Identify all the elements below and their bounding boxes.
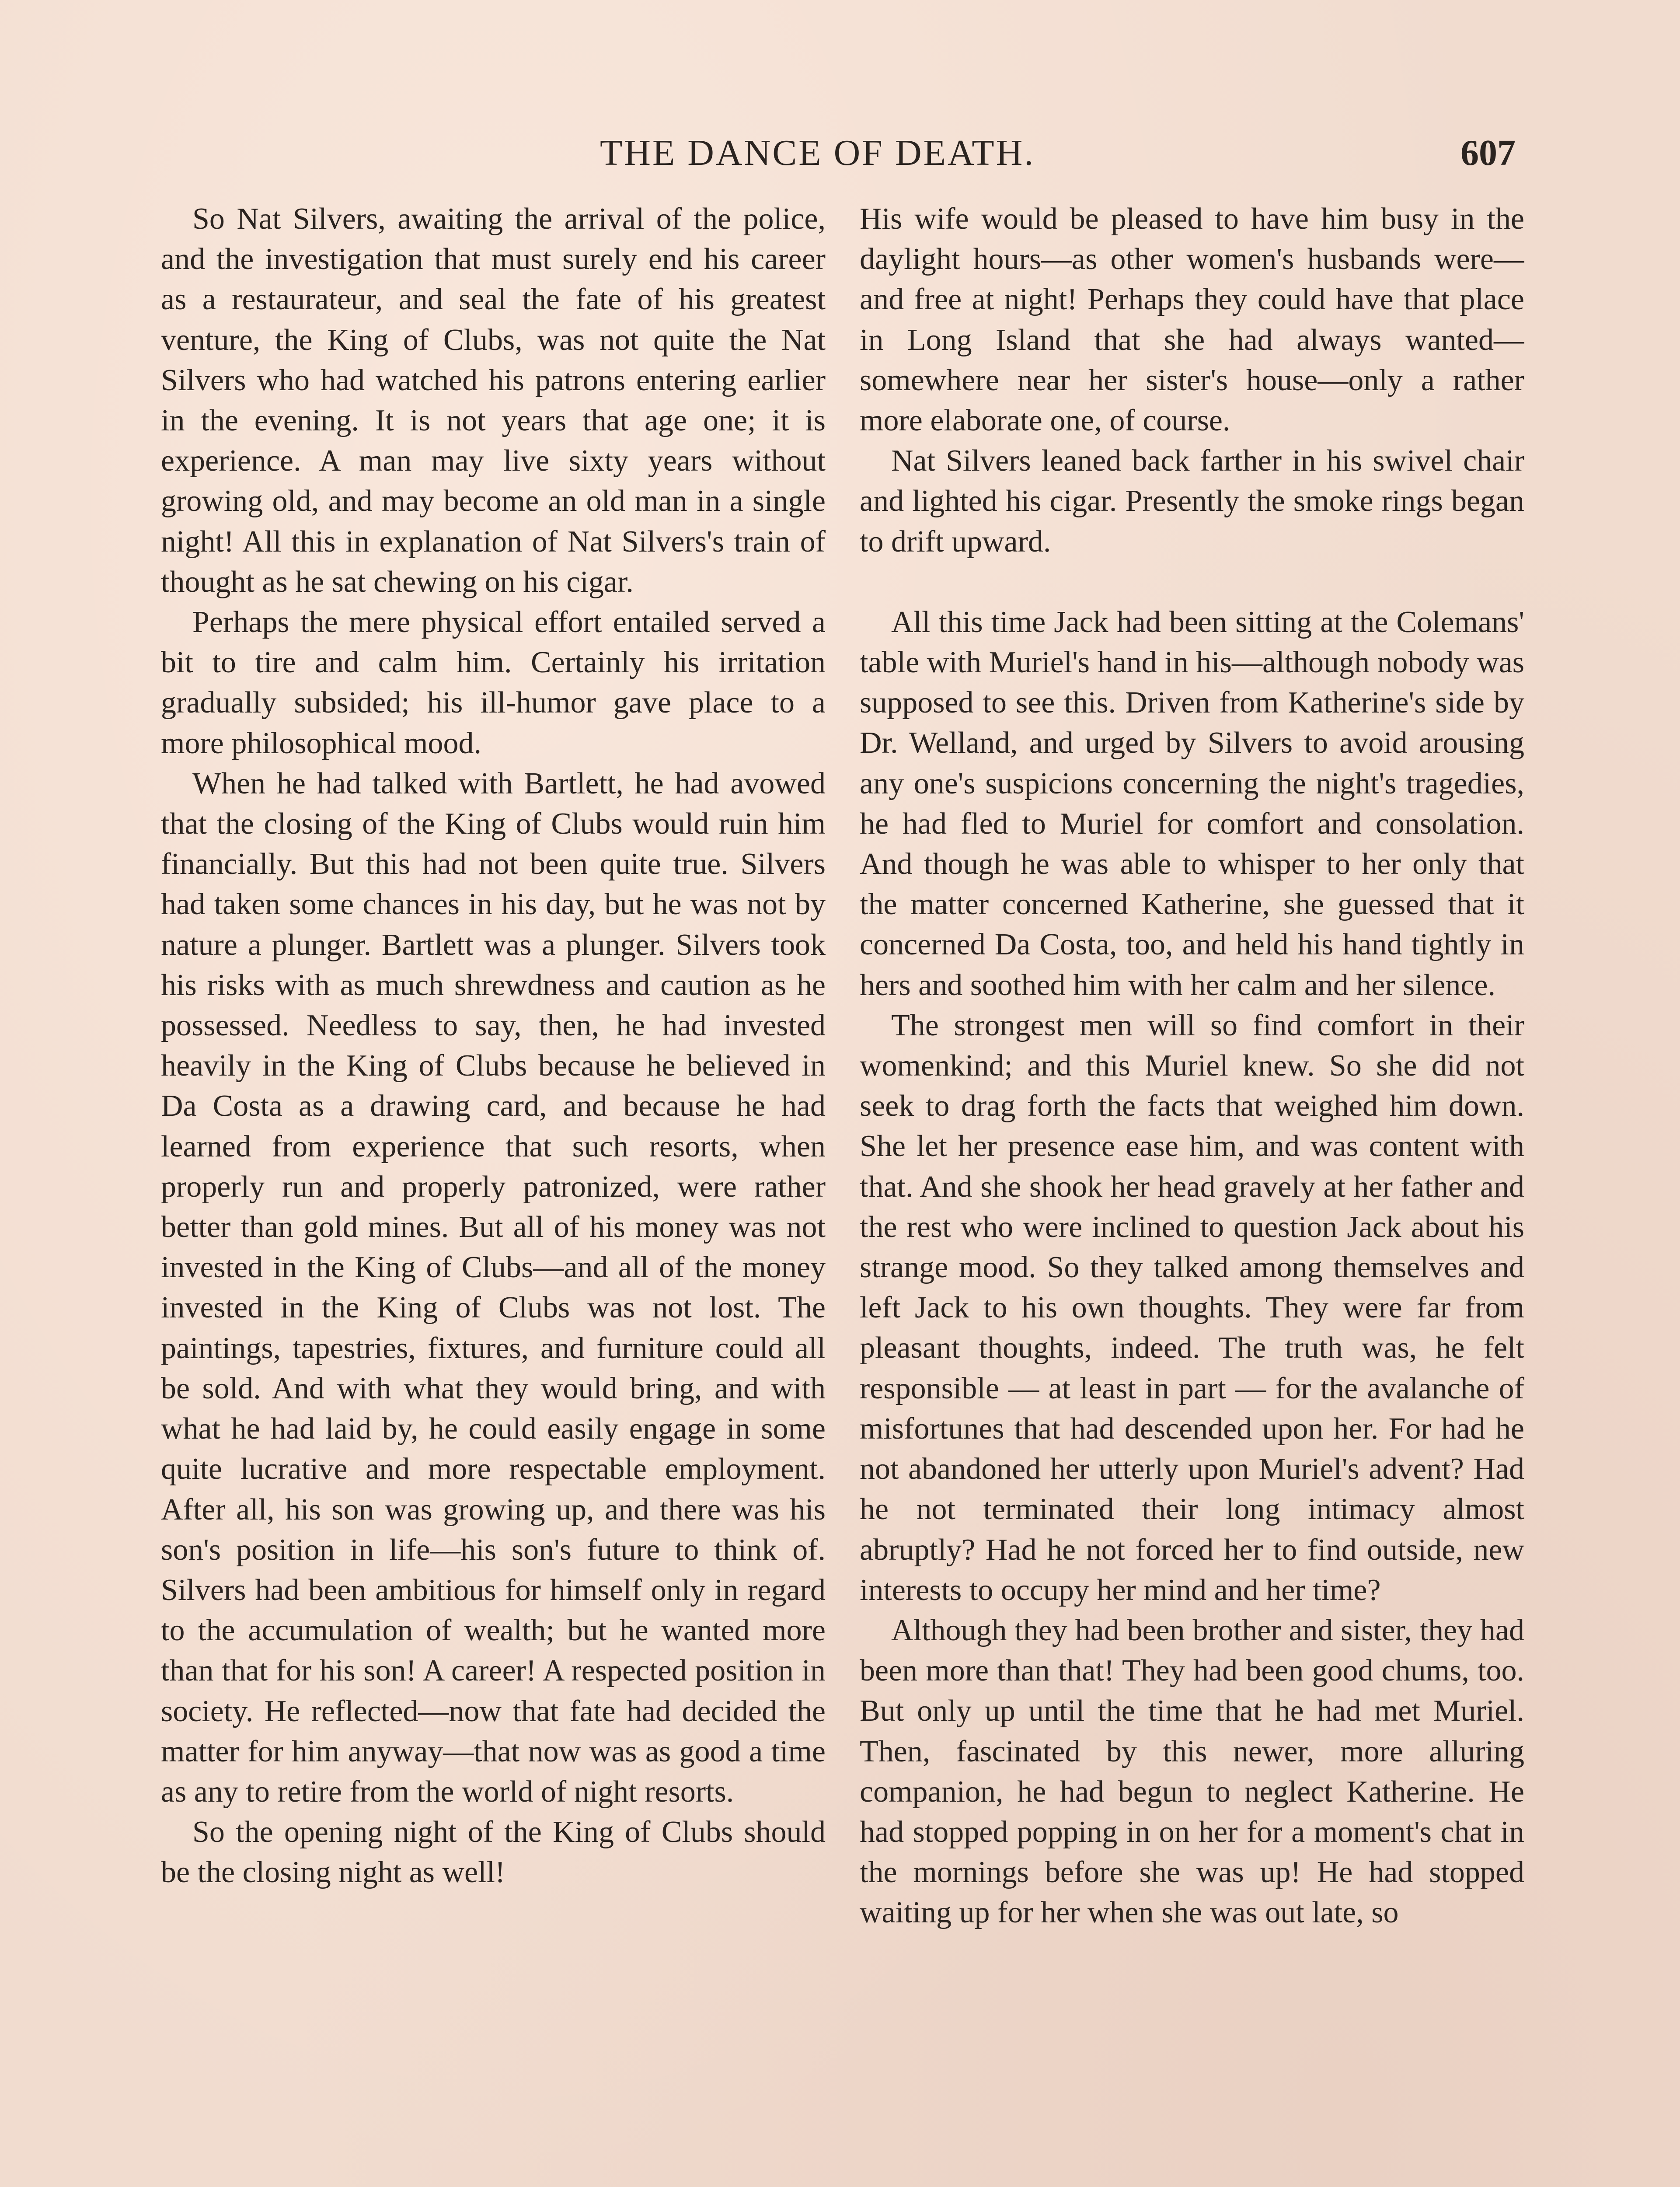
paragraph: Although they had been brother and sister, they had been more than that! They had been good chums, too. But only up until the time that he had met Muriel. Then, fascinated by this newer, more alluring companion, he had begun to neglect Katherine. He had stopped popping in on her for a moment's chat in the mornings before she was up! He had stopped waiting up for her when she was out late, so bbox=[860, 1613, 1524, 1930]
paragraph: So Nat Silvers, awaiting the arrival of the police, and the investigation that must surely end his career as a restaurateur, and seal the fate of his greatest venture, the King of Clubs, was not quite the Nat Silvers who had watched his patrons entering earlier in the evening. It is not years that age one; it is experience. A man may live sixty years without growing old, and may become an old man in a single night! All this in explanation of Nat Silvers's train of thought as he sat chewing on his cigar. bbox=[161, 202, 826, 599]
running-title: THE DANCE OF DEATH. bbox=[600, 133, 1035, 173]
paragraph: The strongest men will so find comfort in their womenkind; and this Muriel knew. So she did not seek to drag forth the facts that weighed him down. She let her presence ease him, and was content with that. And she shook her head gravely at her father and the rest who were inclined to question Jack about his strange mood. So they talked among themselves and left Jack to his own thoughts. They were far from pleasant thoughts, indeed. The truth was, he felt responsible — at least in part — for the avalanche of misfortunes that had descended upon her. For had he not abandoned her utterly upon Muriel's advent? Had he not terminated their long intimacy almost abruptly? Had he not forced her to find outside, new interests to occupy her mind and her time? bbox=[860, 1008, 1524, 1607]
paragraph: Perhaps the mere physical effort entailed served a bit to tire and calm him. Certainly his irritation gradually subsided; his ill-humor gave place to a more philosophical mood. bbox=[161, 605, 826, 760]
left-column bbox=[161, 199, 826, 2187]
section-break-paragraph: All this time Jack had been sitting at the Colemans' table with Muriel's hand in his—although nobody was supposed to see this. Driven from Katherine's side by Dr. Welland, and urged by Silvers to avoid arousing any one's suspicions concerning the night's tragedies, he had fled to Muriel for comfort and consolation. And though he was able to whisper to her only that the matter concerned Katherine, she guessed that it concerned Da Costa, too, and held his hand tightly in hers and soothed him with her calm and her silence. bbox=[860, 605, 1524, 1002]
page-number: 607 bbox=[1460, 133, 1516, 173]
right-column bbox=[860, 199, 1524, 2187]
page-header bbox=[0, 127, 1680, 179]
continued-paragraph: His wife would be pleased to have him busy in the daylight hours—as other women's husbands were—and free at night! Perhaps they could have that place in Long Island that she had always wanted—somewhere near her sister's house—only a rather more elaborate one, of course. bbox=[860, 202, 1524, 438]
paragraph: Nat Silvers leaned back farther in his swivel chair and lighted his cigar. Presently the smoke rings began to drift upward. bbox=[860, 444, 1524, 559]
paragraph: When he had talked with Bartlett, he had avowed that the closing of the King of Clubs would ruin him financially. But this had not been quite true. Silvers had taken some chances in his day, but he was not by nature a plunger. Bartlett was a plunger. Silvers took his risks with as much shrewdness and caution as he possessed. Needless to say, then, he had invested heavily in the King of Clubs because he believed in Da Costa as a drawing card, and because he had learned from experience that such resorts, when properly run and properly patronized, were rather better than gold mines. But all of his money was not invested in the King of Clubs—and all of the money invested in the King of Clubs was not lost. The paintings, tapestries, fixtures, and furniture could all be sold. And with what they would bring, and with what he had laid by, he could easily engage in some quite lucrative and more respectable employment. After all, his son was growing up, and there was his son's position in life—his son's future to think of. Silvers had been ambitious for himself only in regard to the accumulation of wealth; but he wanted more than that for his son! A career! A respected position in society. He reflected—now that fate had decided the matter for him anyway—that now was as good a time as any to retire from the world of night resorts. bbox=[161, 766, 826, 1809]
paragraph: So the opening night of the King of Clubs should be the closing night as well! bbox=[161, 1815, 826, 1890]
